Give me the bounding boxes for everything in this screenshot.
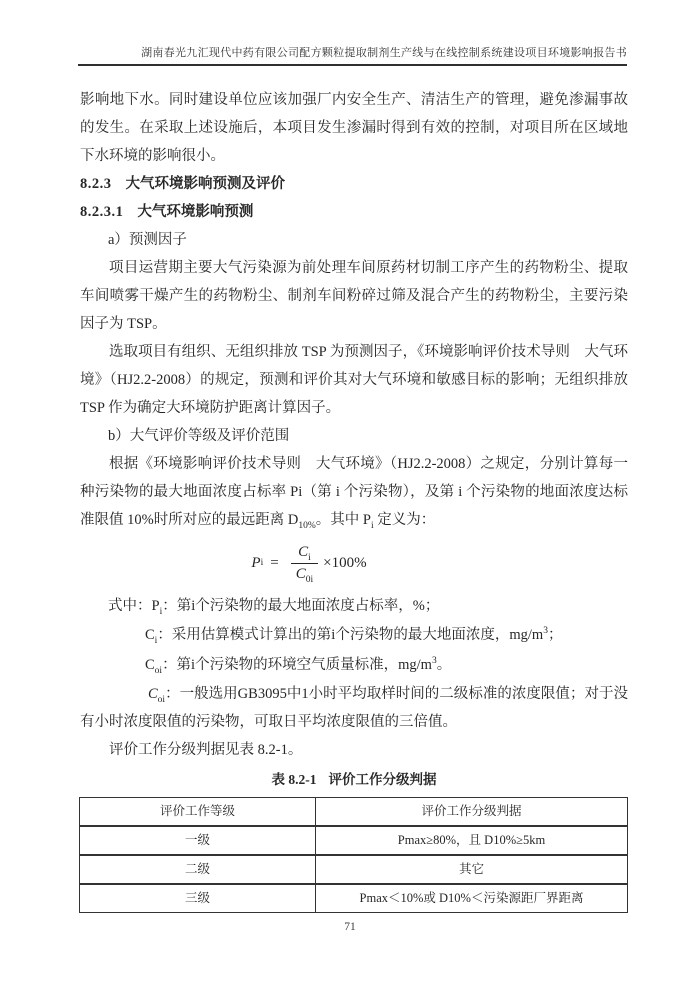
definition-term: P <box>151 598 160 614</box>
heading-text: 大气环境影响预测 <box>137 204 254 220</box>
fraction <box>291 543 318 584</box>
table-caption-number: 表 8.2-1 <box>271 772 317 787</box>
definition-tail: 。 <box>436 656 452 673</box>
grade-rule-text: 定义为： <box>373 512 436 528</box>
table-caption <box>80 766 628 794</box>
table-row <box>80 884 628 913</box>
formula-pi-equation: P i = $\frac{C_i}{C_{0i}}$ ×100% <box>251 543 367 585</box>
numerator-var: C <box>298 543 309 560</box>
table-cell-criteria: 其它 <box>316 855 628 884</box>
definition-tail: ； <box>547 627 563 643</box>
paragraph-pollution-sources: 项目运营期主要大气污染源为前处理车间原药材切制工序产生的药物粉尘、提取车间喷雾干燥产生的药物粉尘、制剂车间粉碎过筛及混合产生的药物粉尘，主要污染因子为 TSP。 <box>80 260 628 332</box>
definition-description: ：第i个污染物的环境空气质量标准，mg/m <box>162 656 432 673</box>
coi-term-subscript: oi <box>157 694 166 705</box>
heading-number: 8.2.3 <box>80 176 112 192</box>
list-item-b: b）大气评价等级及评价范围 <box>108 428 290 444</box>
coi-description: ：一般选用GB3095中1小时平均取样时间的二级标准的浓度限值；对于没有小时浓度限值的污染物，可取日平均浓度限值的三倍值。 <box>80 686 628 730</box>
table-row <box>80 855 628 884</box>
definition-pi <box>80 592 628 621</box>
denominator-subscript: 0i <box>305 574 314 585</box>
document-body <box>80 86 628 913</box>
table-caption-text: 评价工作分级判据 <box>328 772 437 787</box>
definition-term-subscript: oi <box>154 665 163 676</box>
table-header-row <box>80 798 628 827</box>
subscript-d10: 10% <box>298 520 316 531</box>
definition-ci <box>80 621 628 651</box>
subscript-pi: i <box>370 520 374 531</box>
heading-8-2-3 <box>80 170 628 198</box>
numerator-subscript: i <box>308 552 311 563</box>
table-cell-criteria: Pmax＜10%或 D10%＜污染源距厂界距离 <box>316 884 628 913</box>
paragraph-coi-standard <box>80 680 628 736</box>
page-number: 71 <box>344 921 356 933</box>
denominator-var: C <box>295 565 306 582</box>
paragraph-table-reference: 评价工作分级判据见表 8.2-1。 <box>109 742 303 758</box>
unit-superscript: 3 <box>431 655 437 666</box>
page-header <box>78 44 627 66</box>
paragraph-groundwater: 影响地下水。同时建设单位应该加强厂内安全生产、清洁生产的管理，避免渗漏事故的发生。在采取上述设施后，本项目发生渗漏时得到有效的控制，对项目所在区域地下水环境的影响很小。 <box>80 92 628 164</box>
definition-coi <box>80 651 628 681</box>
grading-criteria-table <box>79 797 628 913</box>
coi-term: C <box>148 686 158 702</box>
heading-text: 大气环境影响预测及评价 <box>125 176 285 192</box>
table-row <box>80 826 628 855</box>
page-footer <box>0 921 700 933</box>
unit-superscript: 3 <box>543 626 548 637</box>
equals-sign: = <box>270 555 279 571</box>
grade-rule-text: 根据《环境影响评价技术导则 大气环境》（HJ2.2-2008）之规定，分别计算每一种污染物的最大地面浓度占标率 Pi（第 i 个污染物），及第 i 个污染物的地面浓度达标准限值 10%时所对应的最远距离 D <box>80 456 628 528</box>
grade-rule-text: 。其中 P <box>315 512 371 528</box>
heading-number: 8.2.3.1 <box>80 204 124 220</box>
paragraph-grade-rule <box>80 450 628 534</box>
fraction-numerator <box>291 543 318 564</box>
definition-term-subscript: i <box>159 606 163 617</box>
table-cell-criteria: Pmax≥80%，且 D10%≥5km <box>316 826 628 855</box>
definition-description: ：采用估算模式计算出的第i个污染物的最大地面浓度，mg/m <box>157 627 544 643</box>
table-header-grade: 评价工作等级 <box>80 798 316 827</box>
table-cell-grade: 一级 <box>80 826 316 855</box>
paragraph-prediction-factor: 选取项目有组织、无组织排放 TSP 为预测因子，《环境影响评价技术导则 大气环境》（HJ2.2-2008）的规定，预测和评价其对大气环境和敏感目标的影响；无组织排放 TSP 作为确定大环境防护距离计算因子。 <box>80 344 628 416</box>
table-cell-grade: 二级 <box>80 855 316 884</box>
definition-term: C <box>145 656 155 673</box>
formula-lhs: P <box>251 555 261 571</box>
formula-multiplier: ×100% <box>323 555 367 571</box>
definition-prefix: 式中： <box>108 598 152 614</box>
list-item-a: a）预测因子 <box>108 232 187 248</box>
table-cell-grade: 三级 <box>80 884 316 913</box>
definition-description: ：第i个污染物的最大地面浓度占标率，%； <box>162 598 440 614</box>
fraction-denominator <box>291 564 318 584</box>
heading-8-2-3-1 <box>80 198 628 226</box>
definition-term-subscript: i <box>154 635 158 646</box>
definition-term: C <box>145 627 155 643</box>
header-title: 湖南春光九汇现代中药有限公司配方颗粒提取制剂生产线与在线控制系统建设项目环境影响报告书 <box>141 47 627 59</box>
table-header-criteria: 评价工作分级判据 <box>316 798 628 827</box>
